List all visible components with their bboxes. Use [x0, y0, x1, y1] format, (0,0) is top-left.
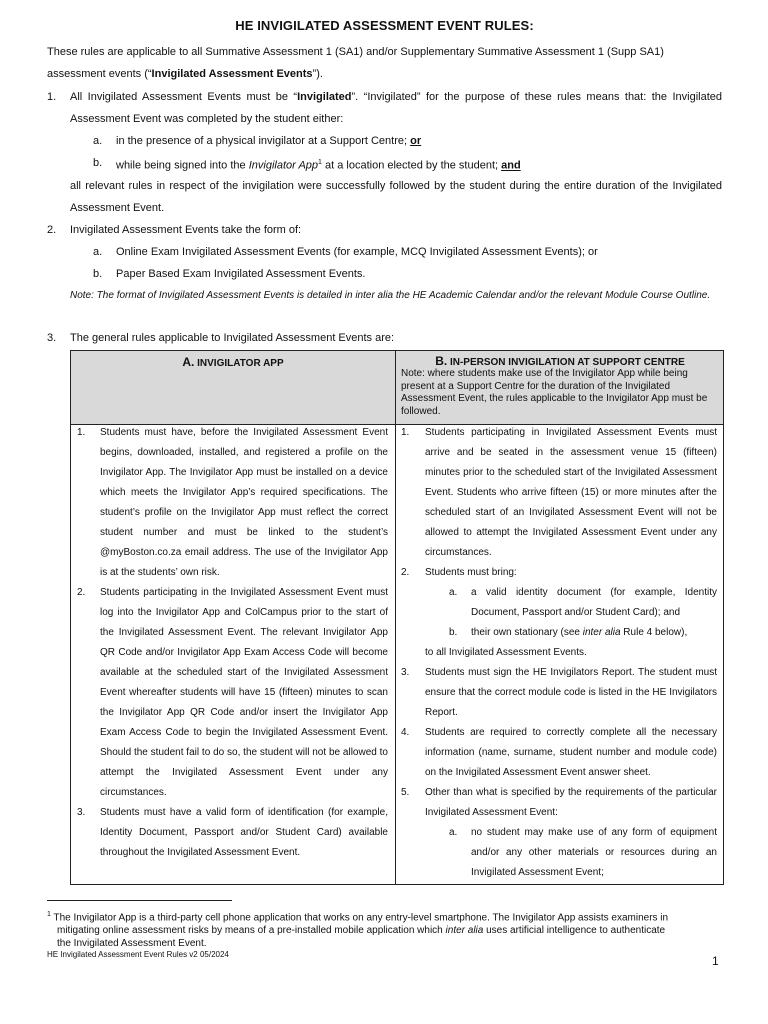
- rule-1a-text: in the presence of a physical invigilator at a Support Centre; or: [116, 135, 422, 147]
- intro-text: ”).: [312, 68, 323, 80]
- a-item-2-text: Students participating in the Invigilated Assessment Event must log into the Invigilator App and ColCampus prior to the start of the Invigilated Assessment Event. The relevant Invigilator App QR Code and/or Invigilator App Exam Access Code will become available at the scheduled start of the Invigilated Assessment Event whereafter students will have 15 (fifteen) minutes to scan the Invigilator App QR Code and/or insert the Invigilator App Exam Access Code to begin the Invigilated Assessment Event. Should the student fail to do so, the student will not be allowed to attempt the Invigilated Assessment Event under any circumstances.: [100, 587, 388, 798]
- rule-1-closing: all relevant rules in respect of the invigilation were successfully followed by the student during the entire duration of the Invigilated Assessment Event.: [70, 180, 722, 214]
- page-number: 1: [712, 954, 719, 968]
- rule-2a-text: Online Exam Invigilated Assessment Events (for example, MCQ Invigilated Assessment Events); or: [116, 246, 598, 258]
- b-item-4-text: Students are required to correctly complete all the necessary information (name, surname, student number and module code) on the Invigilated Assessment Event answer sheet.: [425, 727, 717, 778]
- invigilator-app-term: Invigilator App: [248, 159, 319, 172]
- a-item-1-text: Students must have, before the Invigilated Assessment Event begins, downloaded, installed, and registered a profile on the Invigilator App. The Invigilator App must be installed on a device which meets the Invigilator App’s required specifications. The student’s profile on the Invigilator App must reflect the correct student number and must be linked to the student’s @myBoston.co.za email address. The use of the Invigilator App is at the students’ own risk.: [100, 427, 388, 578]
- table-header-row: [71, 351, 723, 425]
- page-title: HE INVIGILATED ASSESSMENT EVENT RULES:: [235, 18, 534, 33]
- column-a-header: A. INVIGILATOR APP: [182, 355, 284, 369]
- rule-1b-text: while being signed into the Invigilator App$^1$ at a location elected by the student; and: [116, 159, 521, 172]
- column-divider: [395, 351, 396, 884]
- b-item-3-number: 3.: [401, 667, 410, 678]
- b-item-2-text: Students must bring:: [425, 567, 517, 578]
- rule-3-number: 3.: [47, 332, 57, 344]
- rule-1-number: 1.: [47, 91, 57, 103]
- b-item-2-number: 2.: [401, 567, 410, 578]
- intro-paragraph: [47, 41, 722, 85]
- rules-table: [70, 350, 724, 885]
- rule-2b-letter: b.: [93, 268, 103, 280]
- invigilated-term: Invigilated: [297, 91, 352, 103]
- rule-2-number: 2.: [47, 224, 57, 236]
- b-item-2b-text: their own stationary (see inter alia Rule 4 below),: [471, 627, 688, 638]
- b-item-1-number: 1.: [401, 427, 410, 438]
- footnote: $^1$ The Invigilator App is a third-party cell phone application that works on any entry-level smartphone. The Invigilator App assists examiners in mitigating online assessment risks by means of a pre-installed mobile application which inter alia uses artificial intelligence to authenticate the Invigilated Assessment Event.: [47, 911, 669, 950]
- b-item-2-closing: to all Invigilated Assessment Events.: [425, 647, 587, 658]
- intro-line: These rules are applicable to all Summative Assessment 1 (SA1) and/or Supplementary Summative Assessment 1 (Supp SA1): [47, 46, 664, 58]
- b-item-5-number: 5.: [401, 787, 410, 798]
- b-item-2a-text: a valid identity document (for example, Identity Document, Passport and/or Student Card); and: [471, 587, 717, 618]
- b-item-5a-letter: a.: [449, 827, 458, 838]
- footnote-mark: 1: [47, 911, 51, 918]
- footnote-separator: [47, 900, 232, 901]
- b-item-5-text: Other than what is specified by the requirements of the particular Invigilated Assessment Event:: [425, 787, 717, 818]
- rule-1b-letter: b.: [93, 157, 103, 169]
- and-emphasis: and: [501, 159, 521, 172]
- a-item-1-number: 1.: [77, 427, 86, 438]
- rule-2-note: Note: The format of Invigilated Assessment Events is detailed in inter alia the HE Academic Calendar and/or the relevant Module Course Outline.: [70, 290, 711, 301]
- b-item-4-number: 4.: [401, 727, 410, 738]
- rule-2-text: Invigilated Assessment Events take the form of:: [70, 224, 302, 236]
- b-item-3-text: Students must sign the HE Invigilators Report. The student must ensure that the correct module code is listed in the HE Invigilators Report.: [425, 667, 717, 718]
- a-item-2-number: 2.: [77, 587, 86, 598]
- rule-3-text: The general rules applicable to Invigilated Assessment Events are:: [70, 332, 395, 344]
- a-item-3-text: Students must have a valid form of identification (for example, Identity Document, Passport and/or Student Card) available throughout the Invigilated Assessment Event.: [100, 807, 388, 858]
- b-item-2b-letter: b.: [449, 627, 458, 638]
- document-footer: HE Invigilated Assessment Event Rules v2 05/2024: [47, 950, 229, 959]
- intro-text: assessment events (“: [47, 68, 152, 80]
- a-item-3-number: 3.: [77, 807, 86, 818]
- rule-1a-letter: a.: [93, 135, 103, 147]
- rule-2b-text: Paper Based Exam Invigilated Assessment Events.: [116, 268, 366, 280]
- b-item-2a-letter: a.: [449, 587, 458, 598]
- column-b-header: B. IN-PERSON INVIGILATION AT SUPPORT CENTRE Note: where students make use of the Invigilator App while being present at a Support Centre for the duration of the Invigilated Assessment Event, the rules applicable to the Invigilator App must be followed.: [401, 354, 719, 418]
- footnote-reference: 1: [318, 159, 322, 166]
- b-item-5a-text: no student may make use of any form of equipment and/or any other materials or resources during an Invigilated Assessment Event;: [471, 827, 717, 878]
- b-item-1-text: Students participating in Invigilated Assessment Events must arrive and be seated in the assessment venue 15 (fifteen) minutes prior to the scheduled start of the Invigilated Assessment Event. Students who arrive fifteen (15) or more minutes after the scheduled start of an Invigilated Assessment Event will not be allowed to attempt the Invigilated Assessment Event under any circumstances.: [425, 427, 717, 558]
- rule-2a-letter: a.: [93, 246, 103, 258]
- column-b-note: Note: where students make use of the Invigilator App while being present at a Support Centre for the duration of the Invigilated Assessment Event, the rules applicable to the Invigilator App must be followed.: [401, 368, 708, 417]
- or-emphasis: or: [410, 135, 422, 147]
- intro-defined-term: Invigilated Assessment Events: [151, 68, 313, 80]
- rule-1-text: All Invigilated Assessment Events must be “Invigilated”. “Invigilated” for the purpose of these rules means that: the Invigilated Assessment Event was completed by the student either:: [70, 91, 723, 125]
